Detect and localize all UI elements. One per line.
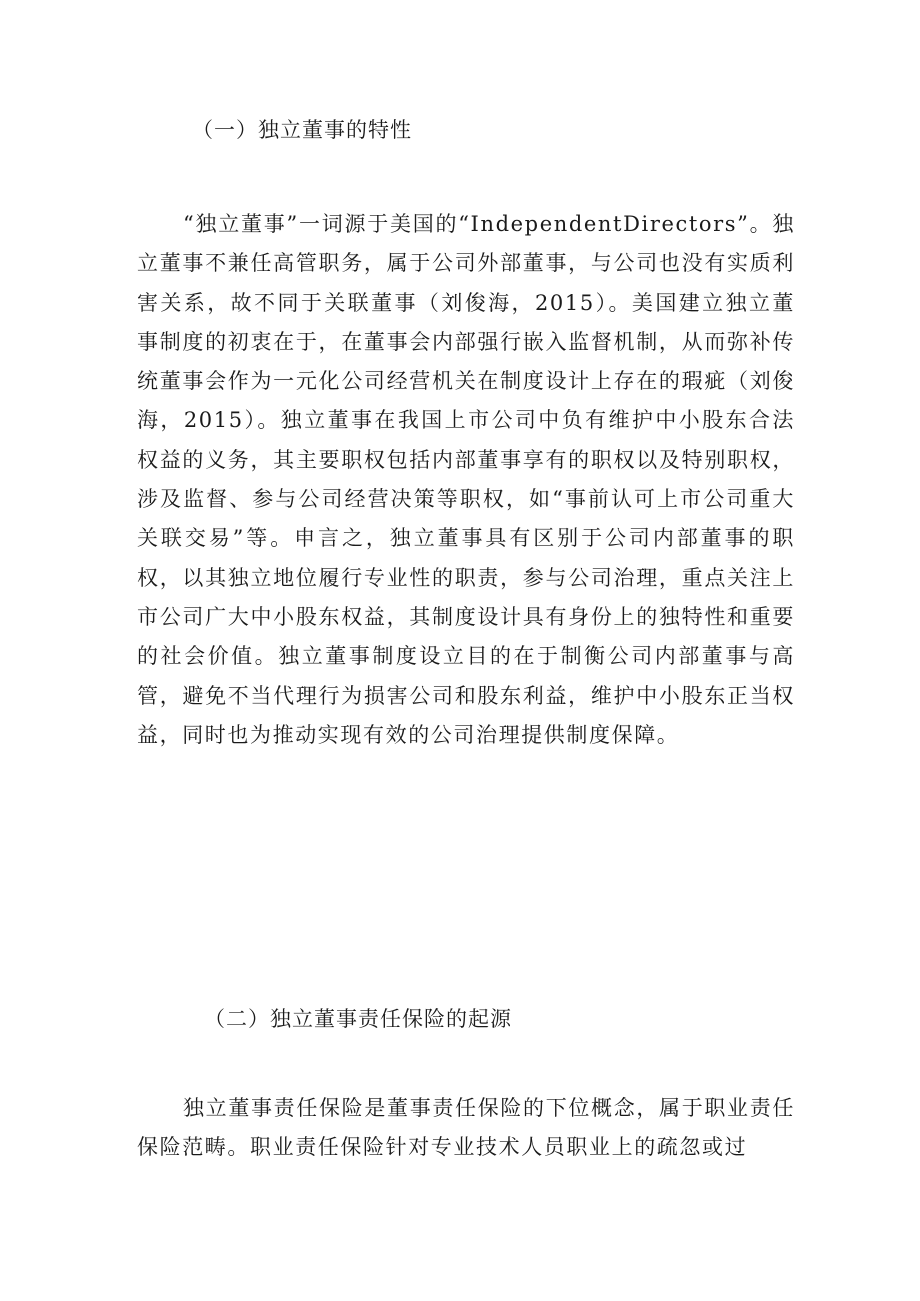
section-2-paragraph: 独立董事责任保险是董事责任保险的下位概念，属于职业责任保险范畴。职业责任保险针对专业技术人员职业上的疏忽或过: [137, 1096, 795, 1160]
section-1-paragraph: “独立董事”一词源于美国的“IndependentDirectors”。独立董事不兼任高管职务，属于公司外部董事，与公司也没有实质利害关系，故不同于关联董事（刘俊海，2015）。美国建立独立董事制度的初衷在于，在董事会内部强行嵌入监督机制，从而弥补传统董事会作为一元化公司经营机关在制度设计上存在的瑕疵（刘俊海，2015）。独立董事在我国上市公司中负有维护中小股东合法权益的义务，其主要职权包括内部董事享有的职权以及特别职权，涉及监督、参与公司经营决策等职权，如“事前认可上市公司重大关联交易”等。申言之，独立董事具有区别于公司内部董事的职权，以其独立地位履行专业性的职责，参与公司治理，重点关注上市公司广大中小股东权益，其制度设计具有身份上的独特性和重要的社会价值。独立董事制度设立目的在于制衡公司内部董事与高管，避免不当代理行为损害公司和股东利益，维护中小股东正当权益，同时也为推动实现有效的公司治理提供制度保障。: [137, 212, 795, 747]
section-heading-2: （二）独立董事责任保险的起源: [204, 1007, 512, 1031]
section-heading-1: （一）独立董事的特性: [192, 118, 412, 142]
